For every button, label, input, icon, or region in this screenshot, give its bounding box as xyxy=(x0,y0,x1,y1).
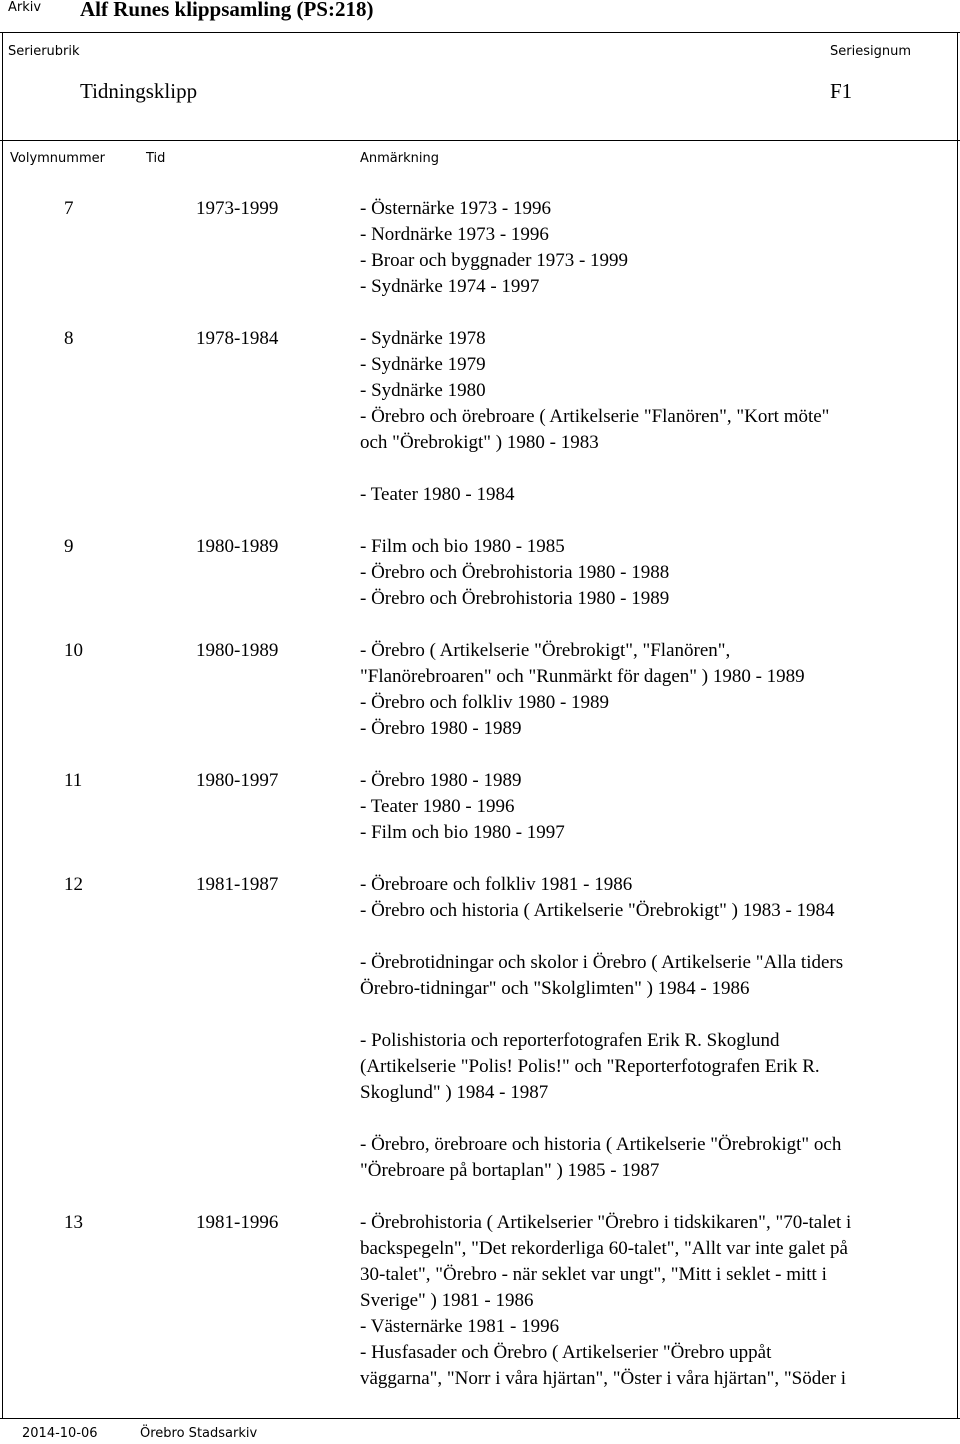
note-line: - Film och bio 1980 - 1997 xyxy=(360,822,565,843)
table-row xyxy=(0,534,960,612)
note-line: - Teater 1980 - 1984 xyxy=(360,484,515,505)
note-line: och "Örebrokigt" ) 1980 - 1983 xyxy=(360,432,599,453)
note-line: Skoglund" ) 1984 - 1987 xyxy=(360,1082,549,1103)
seriesignum-value: F1 xyxy=(830,79,853,103)
volume-number: 11 xyxy=(64,770,83,791)
volume-notes xyxy=(360,534,950,612)
note-block xyxy=(360,1132,950,1184)
column-header-anmarkning: Anmärkning xyxy=(360,151,439,166)
volume-number: 12 xyxy=(64,874,83,895)
table-row xyxy=(0,872,960,1184)
column-header-tid: Tid xyxy=(146,151,166,166)
note-block xyxy=(360,872,950,924)
note-block xyxy=(360,534,950,612)
volume-period: 1973-1999 xyxy=(196,198,279,219)
note-block xyxy=(360,326,950,456)
volume-period: 1981-1996 xyxy=(196,1212,279,1233)
note-line: - Sydnärke 1979 xyxy=(360,354,486,375)
note-line: - Nordnärke 1973 - 1996 xyxy=(360,224,549,245)
archive-label: Arkiv xyxy=(8,0,42,15)
archive-title: Alf Runes klippsamling (PS:218) xyxy=(80,0,374,21)
header-divider xyxy=(0,32,960,33)
note-block xyxy=(360,638,950,742)
note-line: - Örebro och Örebrohistoria 1980 - 1989 xyxy=(360,588,670,609)
volume-number: 7 xyxy=(64,198,74,219)
footer-date: 2014-10-06 xyxy=(22,1426,98,1441)
note-block xyxy=(360,1210,950,1392)
note-line: - Polishistoria och reporterfotografen Erik R. Skoglund xyxy=(360,1030,780,1051)
note-line: - Örebro, örebroare och historia ( Artikelserie "Örebrokigt" och xyxy=(360,1134,842,1155)
note-line: "Flanörebroaren" och "Runmärkt för dagen" ) 1980 - 1989 xyxy=(360,666,805,687)
note-line: - Husfasader och Örebro ( Artikelserier "Örebro uppåt xyxy=(360,1342,772,1363)
note-line: - Örebrohistoria ( Artikelserier "Örebro i tidskikaren", "70-talet i xyxy=(360,1212,852,1233)
series-divider xyxy=(0,140,960,141)
note-line: - Örebroare och folkliv 1981 - 1986 xyxy=(360,874,633,895)
volume-notes xyxy=(360,768,950,846)
note-line: 30-talet", "Örebro - när seklet var ungt", "Mitt i seklet - mitt i xyxy=(360,1264,827,1285)
volume-period: 1981-1987 xyxy=(196,874,279,895)
footer-divider xyxy=(0,1418,960,1419)
note-line: - Örebro 1980 - 1989 xyxy=(360,770,522,791)
note-line: - Sydnärke 1978 xyxy=(360,328,486,349)
volume-notes xyxy=(360,326,950,508)
table-row xyxy=(0,1210,960,1392)
volume-number: 10 xyxy=(64,640,83,661)
note-line: - Sydnärke 1980 xyxy=(360,380,486,401)
volume-period: 1978-1984 xyxy=(196,328,279,349)
volume-period: 1980-1989 xyxy=(196,536,279,557)
column-header-volymnummer: Volymnummer xyxy=(10,151,105,166)
volume-period: 1980-1997 xyxy=(196,770,279,791)
footer-org: Örebro Stadsarkiv xyxy=(140,1426,258,1441)
seriesignum-label: Seriesignum xyxy=(830,44,911,59)
volume-notes xyxy=(360,196,950,300)
table-row xyxy=(0,768,960,846)
note-line: - Broar och byggnader 1973 - 1999 xyxy=(360,250,629,271)
note-line: - Västernärke 1981 - 1996 xyxy=(360,1316,560,1337)
note-block xyxy=(360,1028,950,1106)
volume-number: 13 xyxy=(64,1212,83,1233)
note-line: - Örebrotidningar och skolor i Örebro ( Artikelserie "Alla tiders xyxy=(360,952,844,973)
note-line: - Örebro ( Artikelserie "Örebrokigt", "Flanören", xyxy=(360,640,731,661)
note-line: Örebro-tidningar" och "Skolglimten" ) 1984 - 1986 xyxy=(360,978,750,999)
volume-notes xyxy=(360,638,950,742)
volume-period: 1980-1989 xyxy=(196,640,279,661)
volume-notes xyxy=(360,1210,950,1392)
note-line: Sverige" ) 1981 - 1986 xyxy=(360,1290,534,1311)
note-line: "Örebroare på bortaplan" ) 1985 - 1987 xyxy=(360,1160,660,1181)
note-line: - Sydnärke 1974 - 1997 xyxy=(360,276,540,297)
table-row xyxy=(0,638,960,742)
note-line: - Örebro och Örebrohistoria 1980 - 1988 xyxy=(360,562,670,583)
note-line: - Örebro och folkliv 1980 - 1989 xyxy=(360,692,610,713)
note-line: backspegeln", "Det rekorderliga 60-talet", "Allt var inte galet på xyxy=(360,1238,848,1259)
note-line: - Teater 1980 - 1996 xyxy=(360,796,515,817)
note-block xyxy=(360,950,950,1002)
note-line: - Örebro 1980 - 1989 xyxy=(360,718,522,739)
note-line: - Östernärke 1973 - 1996 xyxy=(360,198,552,219)
note-line: (Artikelserie "Polis! Polis!" och "Reporterfotografen Erik R. xyxy=(360,1056,820,1077)
table-row xyxy=(0,196,960,300)
note-block xyxy=(360,196,950,300)
note-block xyxy=(360,768,950,846)
volume-number: 8 xyxy=(64,328,74,349)
note-line: väggarna", "Norr i våra hjärtan", "Öster i våra hjärtan", "Söder i xyxy=(360,1368,846,1389)
volume-table xyxy=(0,196,960,1392)
table-row xyxy=(0,326,960,508)
volume-notes xyxy=(360,872,950,1184)
note-block xyxy=(360,482,950,508)
note-line: - Film och bio 1980 - 1985 xyxy=(360,536,565,557)
note-line: - Örebro och örebroare ( Artikelserie "Flanören", "Kort möte" xyxy=(360,406,830,427)
serierubrik-label: Serierubrik xyxy=(8,44,80,59)
serierubrik-value: Tidningsklipp xyxy=(80,79,198,103)
volume-number: 9 xyxy=(64,536,74,557)
note-line: - Örebro och historia ( Artikelserie "Örebrokigt" ) 1983 - 1984 xyxy=(360,900,835,921)
